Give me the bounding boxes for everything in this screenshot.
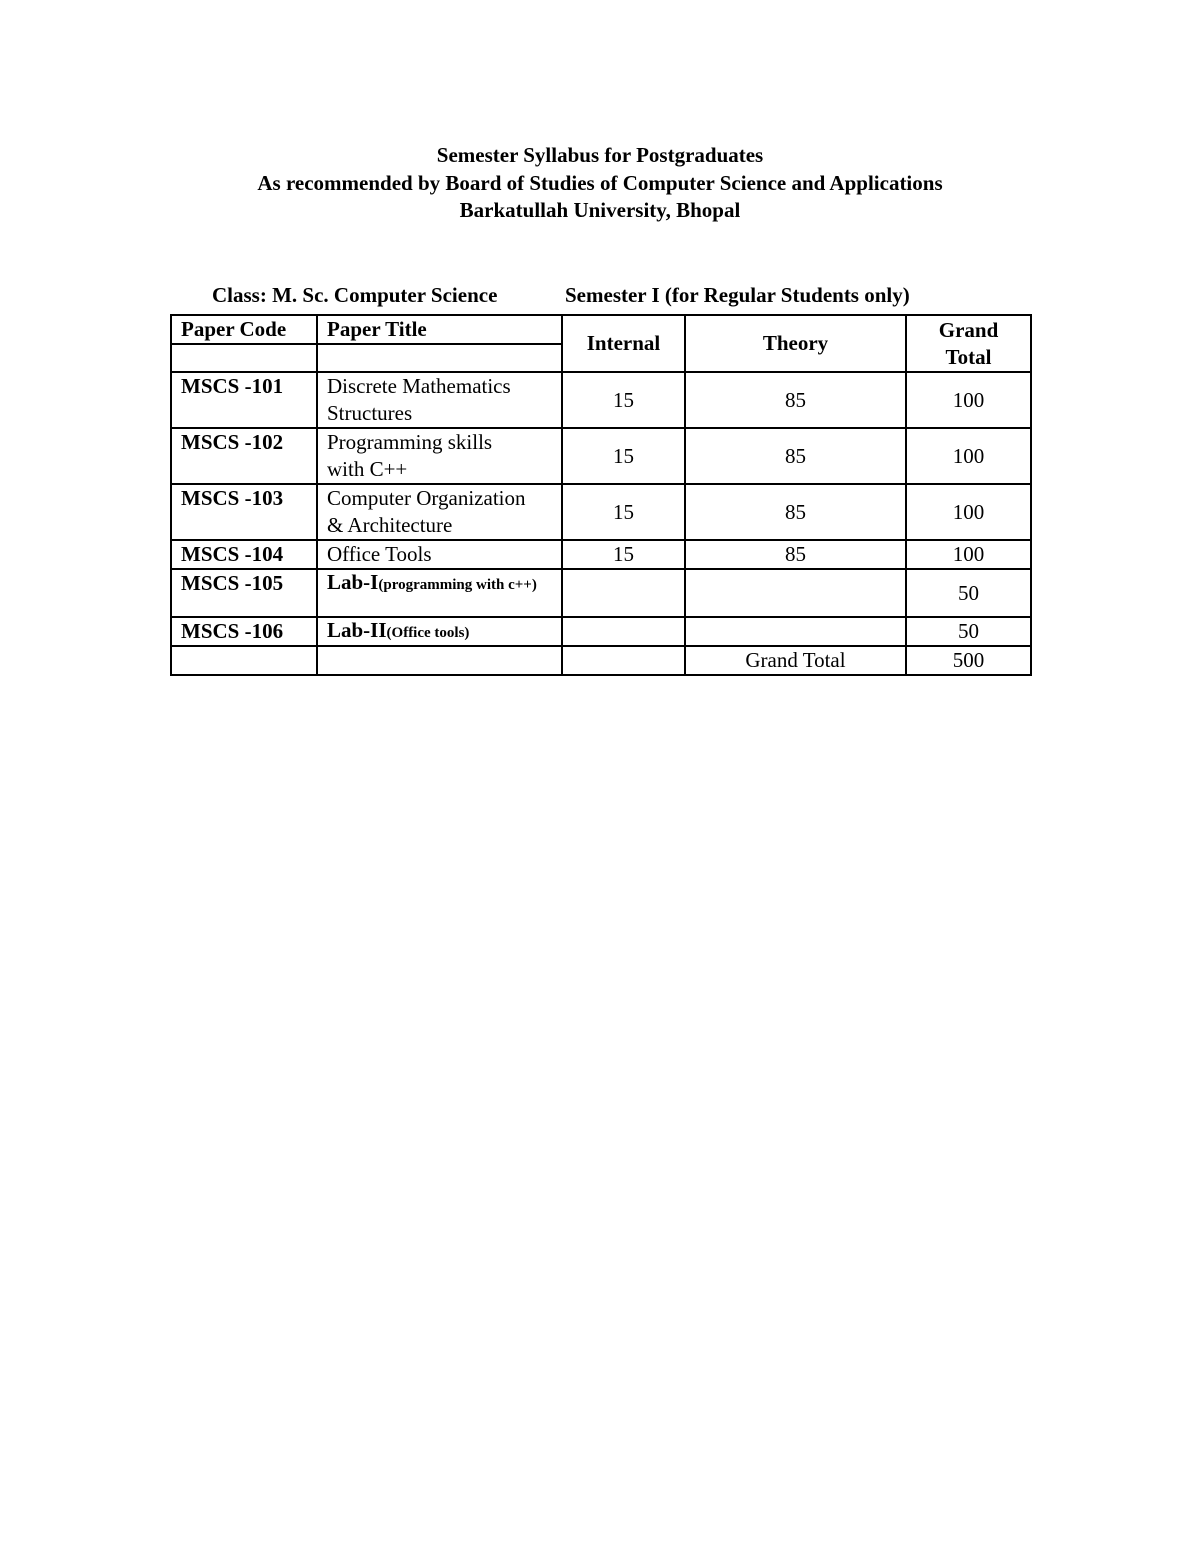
internal-marks: 15 — [562, 540, 685, 569]
internal-marks: 15 — [562, 428, 685, 484]
paper-title — [317, 484, 562, 540]
blank-cell — [171, 344, 317, 372]
blank-cell — [685, 617, 906, 646]
total-marks: 50 — [906, 617, 1031, 646]
class-label: Class: M. Sc. Computer Science — [212, 283, 498, 307]
paper-code: MSCS -106 — [171, 617, 317, 646]
header-internal: Internal — [562, 315, 685, 372]
paper-code: MSCS -103 — [171, 484, 317, 540]
header-paper-title: Paper Title — [317, 315, 562, 344]
paper-title — [317, 569, 562, 617]
header-grand-total-line2: Total — [945, 344, 992, 369]
table-row — [171, 540, 1031, 569]
total-marks: 100 — [906, 428, 1031, 484]
paper-title-line2: with C++ — [327, 457, 408, 481]
paper-code: MSCS -105 — [171, 569, 317, 617]
paper-title-line2: & Architecture — [327, 513, 453, 537]
total-marks: 50 — [906, 569, 1031, 617]
table-row — [171, 484, 1031, 540]
header-grand-total — [906, 315, 1031, 372]
blank-cell — [562, 617, 685, 646]
university-name: Barkatullah University, Bhopal — [459, 198, 741, 222]
blank-cell — [317, 646, 562, 675]
grand-total-value: 500 — [906, 646, 1031, 675]
blank-cell — [171, 646, 317, 675]
paper-title — [317, 372, 562, 428]
header-grand-total-line1: Grand — [938, 317, 999, 342]
theory-marks: 85 — [685, 428, 906, 484]
blank-cell — [317, 344, 562, 372]
semester-label: Semester I (for Regular Students only) — [565, 283, 910, 307]
lab-title-sub: (Office tools) — [386, 625, 470, 641]
total-marks: 100 — [906, 540, 1031, 569]
paper-title: Office Tools — [317, 540, 562, 569]
theory-marks: 85 — [685, 372, 906, 428]
document-subtitle: As recommended by Board of Studies of Computer Science and Applications — [257, 171, 943, 195]
internal-marks: 15 — [562, 372, 685, 428]
paper-title — [317, 428, 562, 484]
blank-cell — [562, 569, 685, 617]
table-row — [171, 428, 1031, 484]
theory-marks: 85 — [685, 540, 906, 569]
total-marks: 100 — [906, 372, 1031, 428]
table-row — [171, 372, 1031, 428]
internal-marks: 15 — [562, 484, 685, 540]
paper-title-line1: Discrete Mathematics — [327, 374, 511, 398]
paper-title-line2: Structures — [327, 401, 413, 425]
paper-code: MSCS -101 — [171, 372, 317, 428]
lab-title-main: Lab-II — [327, 618, 387, 642]
table-header-row — [171, 315, 1031, 344]
grand-total-label: Grand Total — [685, 646, 906, 675]
paper-code: MSCS -104 — [171, 540, 317, 569]
grand-total-row — [171, 646, 1031, 675]
paper-code: MSCS -102 — [171, 428, 317, 484]
document-title: Semester Syllabus for Postgraduates — [436, 143, 764, 167]
theory-marks: 85 — [685, 484, 906, 540]
lab-title-main: Lab-I — [327, 570, 379, 594]
total-marks: 100 — [906, 484, 1031, 540]
header-paper-code: Paper Code — [171, 315, 317, 344]
blank-cell — [685, 569, 906, 617]
table-row — [171, 569, 1031, 617]
blank-cell — [562, 646, 685, 675]
paper-title — [317, 617, 562, 646]
paper-title-line1: Computer Organization — [327, 486, 526, 510]
syllabus-table — [170, 314, 1032, 676]
table-row — [171, 617, 1031, 646]
header-theory: Theory — [685, 315, 906, 372]
lab-title-sub: (programming with c++) — [378, 577, 537, 593]
paper-title-line1: Programming skills — [327, 430, 493, 454]
